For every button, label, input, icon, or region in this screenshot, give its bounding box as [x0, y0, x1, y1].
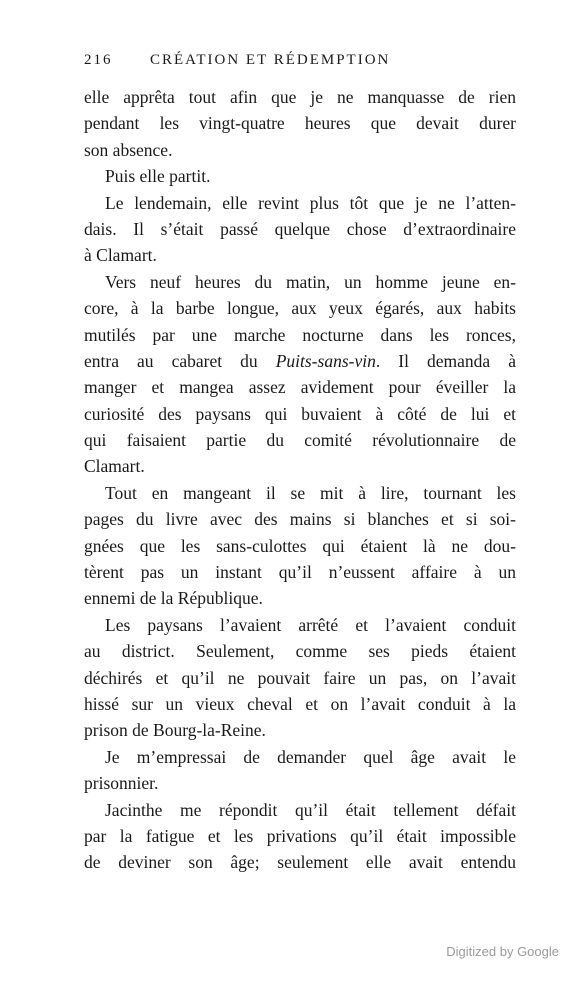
text-line: Je m’empressai de demander quel âge avait le — [105, 746, 516, 767]
page-number: 216 — [84, 52, 113, 68]
italic-title: Puits-sans-vin — [275, 350, 376, 371]
text-line: core, à la barbe longue, aux yeux égarés, aux habits — [84, 298, 516, 319]
text-line: Vers neuf heures du matin, un homme jeune en- — [105, 271, 516, 292]
text-line: de deviner son âge; seulement elle avait entendu — [84, 852, 516, 873]
text-line: elle apprêta tout afin que je ne manquasse de rien — [84, 87, 516, 107]
text-line: son absence. — [84, 139, 173, 160]
text-line: pendant les vingt-quatre heures que devait durer — [84, 113, 516, 134]
text-line: tèrent pas un instant qu’il n’eussent affaire à un — [84, 562, 516, 583]
page-header — [84, 52, 524, 74]
text-line: curiosité des paysans qui buvaient à côté de lui et — [84, 403, 516, 424]
running-title: CRÉATION ET RÉDEMPTION — [150, 52, 391, 68]
text-line: gnées que les sans-culottes qui étaient là ne dou- — [84, 535, 516, 556]
text-line: Tout en mangeant il se mit à lire, tournant les — [105, 482, 516, 503]
text-line: Jacinthe me répondit qu’il était tellement défait — [105, 799, 516, 820]
text-line: Le lendemain, elle revint plus tôt que je ne l’atten- — [105, 192, 516, 213]
text-line: manger et mangea assez avidement pour éveiller la — [84, 377, 516, 398]
text-line: au district. Seulement, comme ses pieds étaient — [84, 641, 516, 662]
text-line: dais. Il s’était passé quelque chose d’extraordinaire — [84, 218, 516, 239]
text-line: Les paysans l’avaient arrêté et l’avaient conduit — [105, 614, 516, 635]
watermark: Digitized by Google — [446, 944, 559, 959]
text-line: hissé sur un vieux cheval et on l’avait conduit à la — [84, 693, 516, 714]
text-line: prison de Bourg-la-Reine. — [84, 720, 266, 741]
body-text — [84, 84, 516, 876]
text-line: par la fatigue et les privations qu’il était impossible — [84, 825, 516, 846]
text-line: déchirés et qu’il ne pouvait faire un pas, on l’avait — [84, 667, 516, 688]
text-line: Clamart. — [84, 456, 145, 477]
text-line: Puis elle partit. — [105, 166, 211, 187]
text-fragment: entra au cabaret du — [84, 350, 276, 371]
text-line: mutilés par une marche nocturne dans les ronces, — [84, 324, 516, 345]
text-line-italic — [84, 348, 516, 374]
text-line: pages du livre avec des mains si blanches et si soi- — [84, 509, 516, 530]
text-line: prisonnier. — [84, 773, 159, 794]
text-fragment: . Il demanda à — [375, 350, 516, 371]
text-line: ennemi de la République. — [84, 588, 263, 609]
text-line: qui faisaient partie du comité révolutionnaire de — [84, 430, 516, 451]
text-line: à Clamart. — [84, 245, 157, 266]
